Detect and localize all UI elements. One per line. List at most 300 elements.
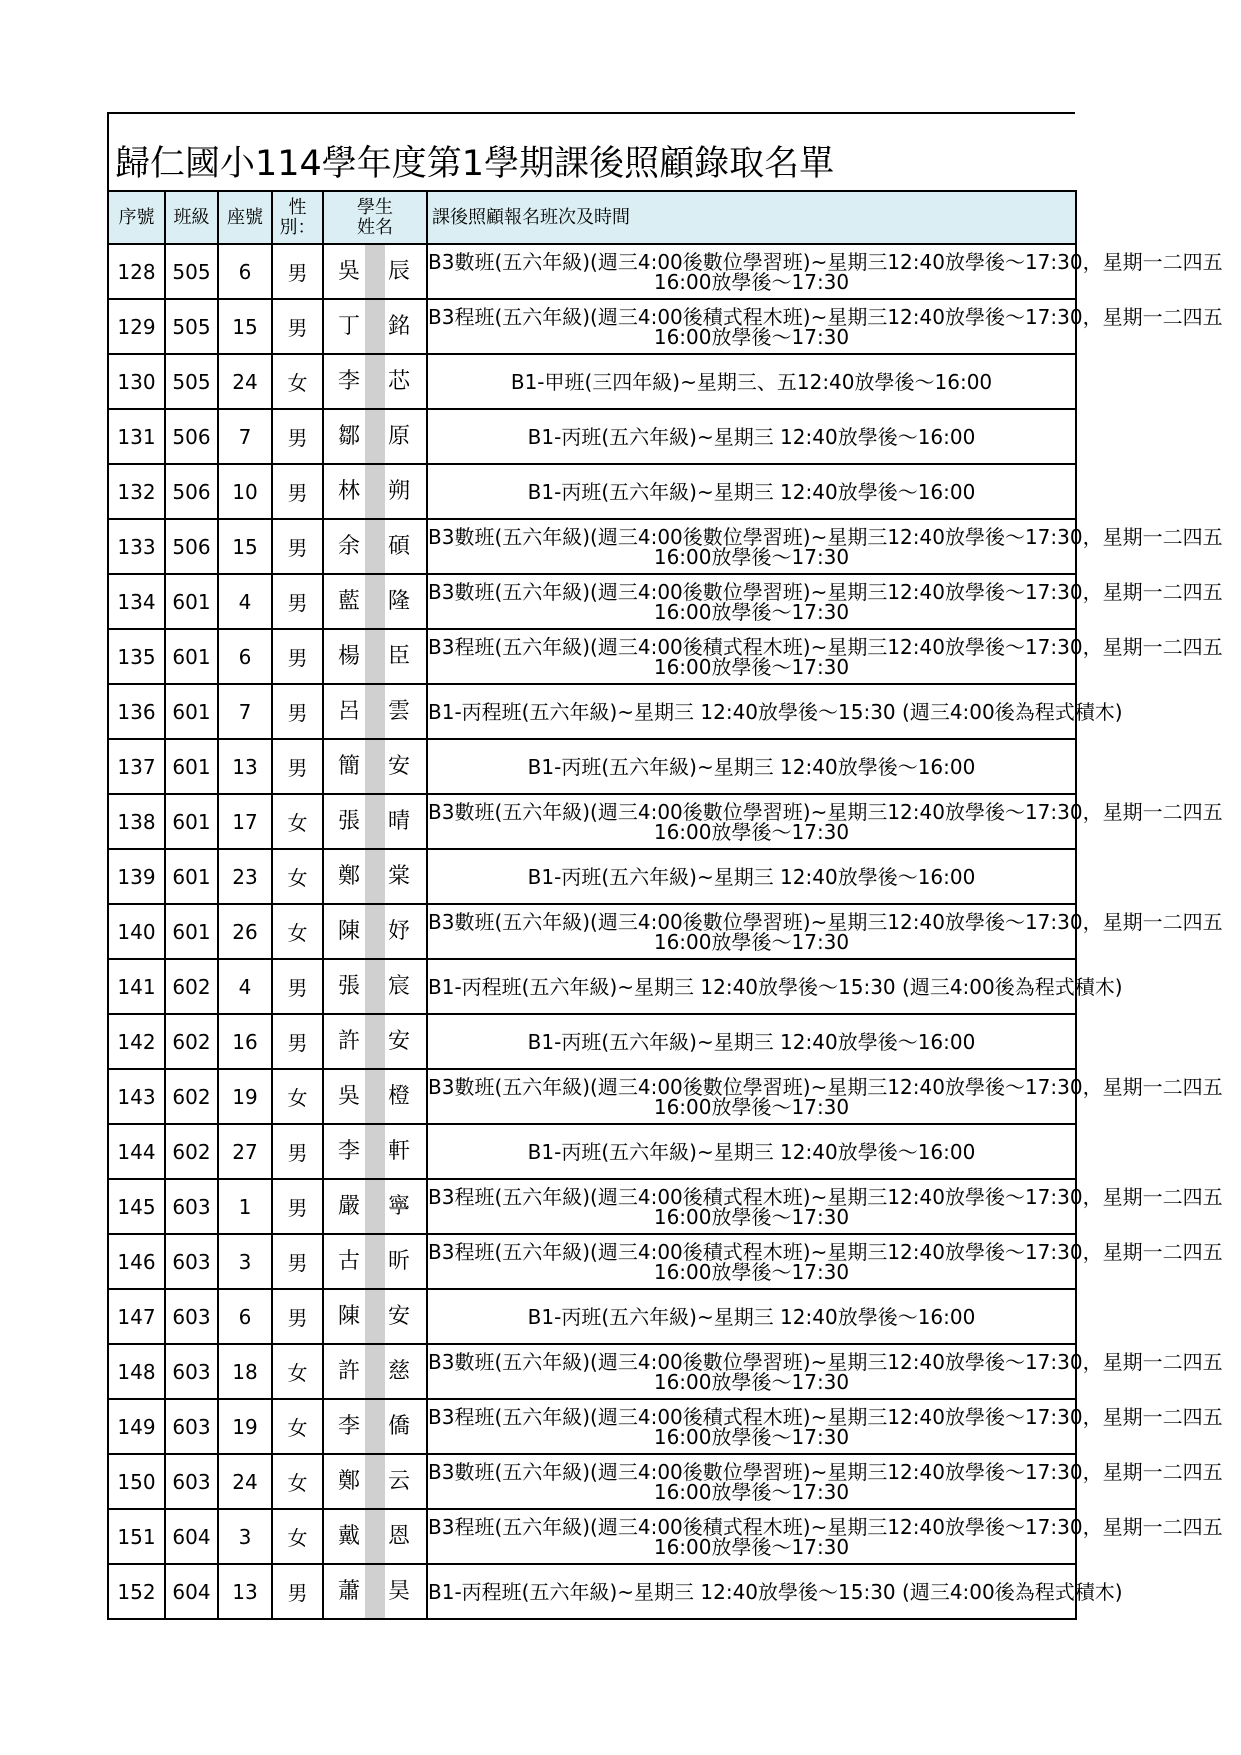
program-info-line1: B3數班(五六年級)(週三4:00後數位學習班)~星期三12:40放學後～17:30，星期一二四五 — [428, 579, 1223, 604]
program-info-line2: 16:00放學後～17:30 — [653, 1534, 850, 1559]
name-surname: 藍 — [338, 588, 361, 614]
cell-seq: 144 — [108, 1124, 165, 1179]
header-info: 課後照顧報名班次及時間 — [427, 191, 1076, 244]
table-row — [108, 794, 1076, 849]
name-given: 安 — [388, 1028, 411, 1054]
cell-seq: 141 — [108, 959, 165, 1014]
cell-seat: 6 — [218, 629, 272, 684]
name-surname: 林 — [338, 478, 361, 504]
cell-gender: 男 — [272, 629, 323, 684]
cell-student-name — [323, 574, 427, 629]
cell-seat: 27 — [218, 1124, 272, 1179]
cell-class: 602 — [165, 1124, 218, 1179]
cell-student-name — [323, 904, 427, 959]
name-redaction-bar — [365, 1070, 385, 1123]
name-given: 云 — [388, 1468, 411, 1494]
table-row — [108, 739, 1076, 794]
program-info-line1: B1-丙班(五六年級)~星期三 12:40放學後～16:00 — [527, 1139, 976, 1164]
name-surname: 蕭 — [338, 1578, 361, 1604]
cell-seq: 146 — [108, 1234, 165, 1289]
cell-program-info — [427, 244, 1223, 299]
header-gender-line1: 性 — [288, 196, 307, 218]
cell-gender: 男 — [272, 519, 323, 574]
program-info-line1: B3程班(五六年級)(週三4:00後積式程木班)~星期三12:40放學後～17:30，星期一二四五 — [428, 1514, 1223, 1539]
name-surname: 楊 — [338, 643, 361, 669]
enrollment-table — [107, 190, 1223, 1620]
cell-student-name — [323, 1454, 427, 1509]
cell-student-name — [323, 1564, 427, 1619]
name-surname: 鄒 — [338, 423, 361, 449]
table-row — [108, 1069, 1076, 1124]
name-surname: 李 — [338, 1413, 361, 1439]
header-class: 班級 — [165, 191, 218, 244]
cell-class: 604 — [165, 1509, 218, 1564]
name-redaction-bar — [365, 575, 385, 628]
program-info-line2: 16:00放學後～17:30 — [653, 819, 850, 844]
cell-gender: 女 — [272, 354, 323, 409]
name-surname: 張 — [338, 808, 361, 834]
table-row — [108, 1014, 1076, 1069]
cell-student-name — [323, 794, 427, 849]
cell-class: 603 — [165, 1179, 218, 1234]
cell-class: 601 — [165, 794, 218, 849]
cell-class: 601 — [165, 574, 218, 629]
name-surname: 陳 — [338, 918, 361, 944]
name-redaction-bar — [365, 1290, 385, 1343]
cell-student-name — [323, 849, 427, 904]
program-info-line1: B3程班(五六年級)(週三4:00後積式程木班)~星期三12:40放學後～17:30，星期一二四五 — [428, 1404, 1223, 1429]
cell-student-name — [323, 739, 427, 794]
cell-seq: 138 — [108, 794, 165, 849]
cell-seat: 6 — [218, 1289, 272, 1344]
header-name — [323, 191, 427, 244]
name-redaction-bar — [365, 795, 385, 848]
cell-student-name — [323, 1179, 427, 1234]
table-row — [108, 409, 1076, 464]
cell-gender: 男 — [272, 1124, 323, 1179]
table-row — [108, 519, 1076, 574]
cell-student-name — [323, 409, 427, 464]
cell-program-info — [427, 1234, 1223, 1289]
name-redaction-bar — [365, 1125, 385, 1178]
cell-gender: 男 — [272, 1179, 323, 1234]
cell-seq: 148 — [108, 1344, 165, 1399]
name-redaction-bar — [365, 410, 385, 463]
cell-gender: 女 — [272, 1344, 323, 1399]
cell-seq: 136 — [108, 684, 165, 739]
name-given: 寧 — [388, 1193, 411, 1219]
table-row — [108, 1399, 1076, 1454]
name-surname: 嚴 — [338, 1193, 361, 1219]
name-given: 芯 — [388, 368, 411, 394]
cell-student-name — [323, 1509, 427, 1564]
program-info-line2: 16:00放學後～17:30 — [653, 1094, 850, 1119]
cell-class: 604 — [165, 1564, 218, 1619]
cell-seat: 13 — [218, 739, 272, 794]
table-row — [108, 904, 1076, 959]
name-surname: 余 — [338, 533, 361, 559]
cell-seat: 3 — [218, 1234, 272, 1289]
cell-program-info — [427, 464, 1076, 519]
cell-student-name — [323, 959, 427, 1014]
cell-seq: 140 — [108, 904, 165, 959]
program-info-line1: B1-丙班(五六年級)~星期三 12:40放學後～16:00 — [527, 1029, 976, 1054]
name-given: 宸 — [388, 973, 411, 999]
name-redaction-bar — [365, 1400, 385, 1453]
cell-program-info — [427, 1564, 1123, 1619]
cell-seq: 143 — [108, 1069, 165, 1124]
cell-class: 505 — [165, 244, 218, 299]
table-row — [108, 1124, 1076, 1179]
cell-student-name — [323, 299, 427, 354]
name-redaction-bar — [365, 355, 385, 408]
cell-student-name — [323, 1289, 427, 1344]
name-given: 原 — [388, 423, 411, 449]
name-redaction-bar — [365, 1455, 385, 1508]
cell-seq: 149 — [108, 1399, 165, 1454]
table-header-row — [108, 191, 1076, 244]
name-given: 朔 — [388, 478, 411, 504]
header-name-line2: 姓名 — [357, 216, 393, 238]
cell-program-info — [427, 574, 1223, 629]
table-row — [108, 1179, 1076, 1234]
name-surname: 戴 — [338, 1523, 361, 1549]
cell-student-name — [323, 629, 427, 684]
cell-seat: 15 — [218, 519, 272, 574]
name-redaction-bar — [365, 685, 385, 738]
name-surname: 簡 — [338, 753, 361, 779]
name-redaction-bar — [365, 905, 385, 958]
program-info-line1: B3程班(五六年級)(週三4:00後積式程木班)~星期三12:40放學後～17:30，星期一二四五 — [428, 304, 1223, 329]
name-surname: 李 — [338, 1138, 361, 1164]
cell-gender: 男 — [272, 1234, 323, 1289]
name-surname: 張 — [338, 973, 361, 999]
cell-seat: 3 — [218, 1509, 272, 1564]
cell-class: 603 — [165, 1399, 218, 1454]
cell-program-info — [427, 1454, 1223, 1509]
table-row — [108, 684, 1076, 739]
name-surname: 許 — [338, 1358, 361, 1384]
cell-seat: 7 — [218, 409, 272, 464]
name-redaction-bar — [365, 465, 385, 518]
name-redaction-bar — [365, 630, 385, 683]
program-info-line1: B1-丙程班(五六年級)~星期三 12:40放學後～15:30 (週三4:00後為程式積木) — [428, 1579, 1123, 1604]
cell-gender: 男 — [272, 464, 323, 519]
cell-class: 601 — [165, 629, 218, 684]
cell-gender: 女 — [272, 794, 323, 849]
cell-seq: 152 — [108, 1564, 165, 1619]
name-given: 銘 — [388, 313, 411, 339]
cell-gender: 男 — [272, 409, 323, 464]
cell-program-info — [427, 849, 1076, 904]
program-info-line2: 16:00放學後～17:30 — [653, 654, 850, 679]
cell-seat: 16 — [218, 1014, 272, 1069]
name-redaction-bar — [365, 1235, 385, 1288]
name-given: 慈 — [388, 1358, 411, 1384]
cell-program-info — [427, 1509, 1223, 1564]
cell-class: 602 — [165, 1014, 218, 1069]
table-row — [108, 354, 1076, 409]
cell-seat: 4 — [218, 959, 272, 1014]
program-info-line2: 16:00放學後～17:30 — [653, 544, 850, 569]
cell-seq: 129 — [108, 299, 165, 354]
cell-gender: 男 — [272, 739, 323, 794]
table-row — [108, 1454, 1076, 1509]
cell-seq: 151 — [108, 1509, 165, 1564]
cell-seat: 13 — [218, 1564, 272, 1619]
cell-gender: 男 — [272, 1564, 323, 1619]
name-redaction-bar — [365, 850, 385, 903]
name-redaction-bar — [365, 300, 385, 353]
name-given: 辰 — [388, 258, 411, 284]
cell-seat: 4 — [218, 574, 272, 629]
cell-program-info — [427, 794, 1223, 849]
name-surname: 吳 — [338, 258, 361, 284]
cell-program-info — [427, 1014, 1076, 1069]
table-row — [108, 574, 1076, 629]
name-given: 雲 — [388, 698, 411, 724]
cell-class: 601 — [165, 849, 218, 904]
name-given: 橙 — [388, 1083, 411, 1109]
cell-program-info — [427, 904, 1223, 959]
header-seq: 序號 — [108, 191, 165, 244]
cell-student-name — [323, 1399, 427, 1454]
cell-gender: 男 — [272, 1289, 323, 1344]
name-redaction-bar — [365, 960, 385, 1013]
cell-seat: 7 — [218, 684, 272, 739]
cell-gender: 男 — [272, 574, 323, 629]
cell-gender: 男 — [272, 299, 323, 354]
cell-student-name — [323, 1124, 427, 1179]
cell-seat: 23 — [218, 849, 272, 904]
cell-seat: 24 — [218, 354, 272, 409]
cell-class: 601 — [165, 684, 218, 739]
cell-class: 506 — [165, 464, 218, 519]
cell-seq: 128 — [108, 244, 165, 299]
program-info-line2: 16:00放學後～17:30 — [653, 1204, 850, 1229]
cell-gender: 男 — [272, 959, 323, 1014]
cell-class: 603 — [165, 1234, 218, 1289]
name-redaction-bar — [365, 740, 385, 793]
cell-gender: 女 — [272, 904, 323, 959]
name-given: 棠 — [388, 863, 411, 889]
name-given: 臣 — [388, 643, 411, 669]
name-given: 晴 — [388, 808, 411, 834]
cell-student-name — [323, 1069, 427, 1124]
page-title: 歸仁國小114學年度第1學期課後照顧錄取名單 — [115, 144, 835, 184]
cell-program-info — [427, 959, 1123, 1014]
cell-seq: 150 — [108, 1454, 165, 1509]
table-row — [108, 1344, 1076, 1399]
program-info-line1: B3數班(五六年級)(週三4:00後數位學習班)~星期三12:40放學後～17:30，星期一二四五 — [428, 249, 1223, 274]
cell-student-name — [323, 464, 427, 519]
name-redaction-bar — [365, 1565, 385, 1618]
program-info-line1: B1-丙程班(五六年級)~星期三 12:40放學後～15:30 (週三4:00後為程式積木) — [428, 974, 1123, 999]
name-redaction-bar — [365, 245, 385, 298]
cell-gender: 男 — [272, 1014, 323, 1069]
name-given: 安 — [388, 1303, 411, 1329]
program-info-line1: B3程班(五六年級)(週三4:00後積式程木班)~星期三12:40放學後～17:30，星期一二四五 — [428, 634, 1223, 659]
program-info-line2: 16:00放學後～17:30 — [653, 1259, 850, 1284]
cell-seat: 1 — [218, 1179, 272, 1234]
name-surname: 陳 — [338, 1303, 361, 1329]
cell-seat: 10 — [218, 464, 272, 519]
cell-gender: 男 — [272, 684, 323, 739]
cell-student-name — [323, 354, 427, 409]
table-body — [108, 244, 1223, 1619]
table-row — [108, 464, 1076, 519]
program-info-line2: 16:00放學後～17:30 — [653, 1424, 850, 1449]
cell-program-info — [427, 629, 1223, 684]
cell-gender: 女 — [272, 1509, 323, 1564]
cell-class: 602 — [165, 959, 218, 1014]
cell-program-info — [427, 519, 1223, 574]
name-surname: 吳 — [338, 1083, 361, 1109]
cell-student-name — [323, 684, 427, 739]
cell-seq: 139 — [108, 849, 165, 904]
cell-seq: 130 — [108, 354, 165, 409]
program-info-line2: 16:00放學後～17:30 — [653, 324, 850, 349]
table-row — [108, 1509, 1076, 1564]
name-redaction-bar — [365, 1510, 385, 1563]
name-surname: 鄭 — [338, 1468, 361, 1494]
name-surname: 許 — [338, 1028, 361, 1054]
cell-program-info — [427, 1069, 1223, 1124]
name-given: 昊 — [388, 1578, 411, 1604]
name-surname: 李 — [338, 368, 361, 394]
cell-student-name — [323, 519, 427, 574]
cell-program-info — [427, 1289, 1076, 1344]
cell-seq: 131 — [108, 409, 165, 464]
program-info-line2: 16:00放學後～17:30 — [653, 599, 850, 624]
program-info-line2: 16:00放學後～17:30 — [653, 269, 850, 294]
name-given: 恩 — [388, 1523, 411, 1549]
cell-gender: 女 — [272, 1454, 323, 1509]
table-row — [108, 1234, 1076, 1289]
cell-seq: 137 — [108, 739, 165, 794]
program-info-line1: B3數班(五六年級)(週三4:00後數位學習班)~星期三12:40放學後～17:30，星期一二四五 — [428, 1349, 1223, 1374]
table-row — [108, 244, 1076, 299]
title-row — [107, 112, 1075, 190]
name-redaction-bar — [365, 1180, 385, 1233]
cell-student-name — [323, 1234, 427, 1289]
program-info-line1: B3數班(五六年級)(週三4:00後數位學習班)~星期三12:40放學後～17:30，星期一二四五 — [428, 524, 1223, 549]
enrollment-sheet — [107, 112, 1223, 1620]
cell-seq: 132 — [108, 464, 165, 519]
name-surname: 古 — [338, 1248, 361, 1274]
program-info-line1: B3數班(五六年級)(週三4:00後數位學習班)~星期三12:40放學後～17:30，星期一二四五 — [428, 909, 1223, 934]
cell-program-info — [427, 1344, 1223, 1399]
program-info-line1: B3數班(五六年級)(週三4:00後數位學習班)~星期三12:40放學後～17:30，星期一二四五 — [428, 1459, 1223, 1484]
cell-class: 601 — [165, 904, 218, 959]
name-redaction-bar — [365, 520, 385, 573]
name-given: 昕 — [388, 1248, 411, 1274]
cell-gender: 男 — [272, 244, 323, 299]
program-info-line1: B1-丙班(五六年級)~星期三 12:40放學後～16:00 — [527, 424, 976, 449]
cell-program-info — [427, 1179, 1223, 1234]
name-given: 妤 — [388, 918, 411, 944]
header-gender-line2: 別： — [279, 216, 316, 238]
cell-seq: 145 — [108, 1179, 165, 1234]
header-gender — [272, 191, 323, 244]
table-row — [108, 299, 1076, 354]
program-info-line1: B1-丙班(五六年級)~星期三 12:40放學後～16:00 — [527, 479, 976, 504]
cell-class: 505 — [165, 354, 218, 409]
program-info-line1: B3程班(五六年級)(週三4:00後積式程木班)~星期三12:40放學後～17:30，星期一二四五 — [428, 1184, 1223, 1209]
cell-class: 603 — [165, 1289, 218, 1344]
cell-seat: 26 — [218, 904, 272, 959]
cell-seq: 135 — [108, 629, 165, 684]
program-info-line1: B1-甲班(三四年級)~星期三、五12:40放學後～16:00 — [510, 369, 993, 394]
name-surname: 呂 — [338, 698, 361, 724]
program-info-line2: 16:00放學後～17:30 — [653, 929, 850, 954]
name-given: 碩 — [388, 533, 411, 559]
header-name-line1: 學生 — [357, 196, 393, 218]
cell-gender: 女 — [272, 1069, 323, 1124]
cell-seat: 6 — [218, 244, 272, 299]
table-row — [108, 1564, 1076, 1619]
cell-seat: 19 — [218, 1399, 272, 1454]
cell-class: 602 — [165, 1069, 218, 1124]
program-info-line1: B1-丙班(五六年級)~星期三 12:40放學後～16:00 — [527, 864, 976, 889]
name-surname: 丁 — [338, 313, 361, 339]
program-info-line1: B1-丙班(五六年級)~星期三 12:40放學後～16:00 — [527, 1304, 976, 1329]
cell-student-name — [323, 1344, 427, 1399]
cell-gender: 女 — [272, 1399, 323, 1454]
program-info-line1: B1-丙程班(五六年級)~星期三 12:40放學後～15:30 (週三4:00後為程式積木) — [428, 699, 1123, 724]
cell-seat: 15 — [218, 299, 272, 354]
cell-program-info — [427, 354, 1076, 409]
program-info-line2: 16:00放學後～17:30 — [653, 1479, 850, 1504]
table-row — [108, 849, 1076, 904]
cell-program-info — [427, 299, 1223, 354]
cell-class: 603 — [165, 1344, 218, 1399]
cell-student-name — [323, 244, 427, 299]
name-given: 軒 — [388, 1138, 411, 1164]
name-surname: 鄭 — [338, 863, 361, 889]
table-row — [108, 959, 1076, 1014]
name-given: 僑 — [388, 1413, 411, 1439]
program-info-line1: B3程班(五六年級)(週三4:00後積式程木班)~星期三12:40放學後～17:30，星期一二四五 — [428, 1239, 1223, 1264]
table-row — [108, 1289, 1076, 1344]
cell-gender: 女 — [272, 849, 323, 904]
program-info-line1: B1-丙班(五六年級)~星期三 12:40放學後～16:00 — [527, 754, 976, 779]
cell-seat: 18 — [218, 1344, 272, 1399]
cell-class: 506 — [165, 519, 218, 574]
cell-program-info — [427, 1399, 1223, 1454]
cell-seat: 24 — [218, 1454, 272, 1509]
program-info-line1: B3數班(五六年級)(週三4:00後數位學習班)~星期三12:40放學後～17:30，星期一二四五 — [428, 799, 1223, 824]
name-redaction-bar — [365, 1015, 385, 1068]
cell-program-info — [427, 1124, 1076, 1179]
cell-class: 505 — [165, 299, 218, 354]
cell-class: 506 — [165, 409, 218, 464]
cell-seat: 19 — [218, 1069, 272, 1124]
table-row — [108, 629, 1076, 684]
name-redaction-bar — [365, 1345, 385, 1398]
cell-student-name — [323, 1014, 427, 1069]
cell-seq: 142 — [108, 1014, 165, 1069]
cell-seat: 17 — [218, 794, 272, 849]
header-seat: 座號 — [218, 191, 272, 244]
cell-seq: 133 — [108, 519, 165, 574]
cell-class: 601 — [165, 739, 218, 794]
cell-program-info — [427, 684, 1123, 739]
program-info-line2: 16:00放學後～17:30 — [653, 1369, 850, 1394]
program-info-line1: B3數班(五六年級)(週三4:00後數位學習班)~星期三12:40放學後～17:30，星期一二四五 — [428, 1074, 1223, 1099]
cell-program-info — [427, 409, 1076, 464]
cell-seq: 147 — [108, 1289, 165, 1344]
